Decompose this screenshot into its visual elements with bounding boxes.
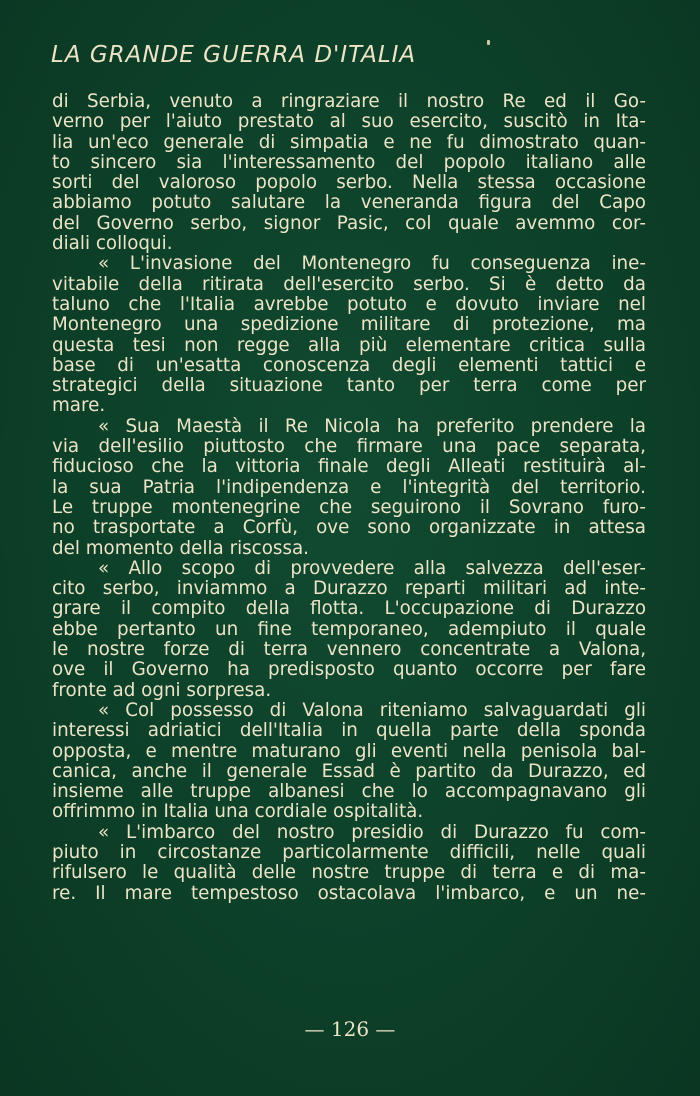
text-line: canica, anche il generale Essad è partito da Durazzo, ed bbox=[52, 761, 646, 782]
text-line: lia un'eco generale di simpatia e ne fu dimostrato quan- bbox=[52, 132, 646, 153]
body-text bbox=[52, 92, 646, 904]
text-line: Le truppe montenegrine che seguirono il Sovrano furo- bbox=[52, 497, 646, 518]
text-line: abbiamo potuto salutare la veneranda figura del Capo bbox=[52, 193, 646, 214]
text-line: « L'invasione del Montenegro fu conseguenza ine- bbox=[98, 254, 646, 275]
page-number: — 126 — bbox=[304, 1017, 396, 1041]
text-line: fiducioso che la vittoria finale degli Alleati restituirà al- bbox=[52, 457, 646, 478]
text-line: « Sua Maestà il Re Nicola ha preferito prendere la bbox=[98, 416, 646, 437]
text-line: le nostre forze di terra vennero concentrate a Valona, bbox=[52, 640, 646, 661]
text-line: ebbe pertanto un fine temporaneo, adempiuto il quale bbox=[52, 619, 646, 640]
text-line: fronte ad ogni sorpresa. bbox=[52, 680, 272, 701]
text-line: base di un'esatta conoscenza degli elementi tattici e bbox=[52, 355, 646, 376]
text-line: diali colloqui. bbox=[52, 234, 173, 255]
text-line: cito serbo, inviammo a Durazzo reparti militari ad inte- bbox=[52, 579, 646, 600]
text-line: la sua Patria l'indipendenza e l'integrità del territorio. bbox=[52, 477, 646, 498]
text-line: grare il compito della flotta. L'occupazione di Durazzo bbox=[52, 599, 646, 620]
text-line: questa tesi non regge alla più elementare critica sulla bbox=[52, 335, 646, 356]
text-line: ove il Governo ha predisposto quanto occorre per fare bbox=[52, 660, 646, 681]
text-line: no trasportate a Corfù, ove sono organizzate in attesa bbox=[52, 518, 646, 539]
text-line: « Allo scopo di provvedere alla salvezza dell'eser- bbox=[98, 558, 646, 579]
text-line: del Governo serbo, signor Pasic, col quale avemmo cor- bbox=[52, 213, 646, 234]
text-line: Montenegro una spedizione militare di protezione, ma bbox=[52, 315, 646, 336]
text-line: taluno che l'Italia avrebbe potuto e dovuto inviare nel bbox=[52, 294, 646, 315]
text-line: vitabile della ritirata dell'esercito serbo. Si è detto da bbox=[52, 274, 646, 295]
running-title: LA GRANDE GUERRA D'ITALIA bbox=[51, 42, 417, 68]
text-line: mare. bbox=[52, 396, 106, 417]
text-line: « Col possesso di Valona riteniamo salvaguardati gli bbox=[98, 700, 646, 721]
text-line: del momento della riscossa. bbox=[52, 538, 309, 559]
text-line: to sincero sia l'interessamento del popolo italiano alle bbox=[52, 152, 646, 173]
text-line: sorti del valoroso popolo serbo. Nella stessa occasione bbox=[52, 173, 646, 194]
text-line: opposta, e mentre maturano gli eventi nella penisola bal- bbox=[52, 741, 646, 762]
text-line: via dell'esilio piuttosto che firmare una pace separata, bbox=[52, 437, 646, 458]
text-line: rifulsero le qualità delle nostre truppe di terra e di ma- bbox=[52, 863, 646, 884]
text-line: « L'imbarco del nostro presidio di Durazzo fu com- bbox=[98, 822, 646, 843]
text-line: piuto in circostanze particolarmente difficili, nelle quali bbox=[52, 842, 646, 863]
text-line: di Serbia, venuto a ringraziare il nostro Re ed il Go- bbox=[52, 92, 646, 112]
text-line: strategici della situazione tanto per terra come per bbox=[52, 376, 646, 397]
text-line: re. Il mare tempestoso ostacolava l'imbarco, e un ne- bbox=[52, 883, 646, 904]
text-line: offrimmo in Italia una cordiale ospitalità. bbox=[52, 802, 424, 823]
text-line: insieme alle truppe albanesi che lo accompagnavano gli bbox=[52, 782, 646, 803]
text-line: verno per l'aiuto prestato al suo esercito, suscitò in Ita- bbox=[52, 112, 646, 133]
text-line: interessi adriatici dell'Italia in quella parte della sponda bbox=[52, 721, 646, 742]
print-speck bbox=[487, 40, 490, 45]
